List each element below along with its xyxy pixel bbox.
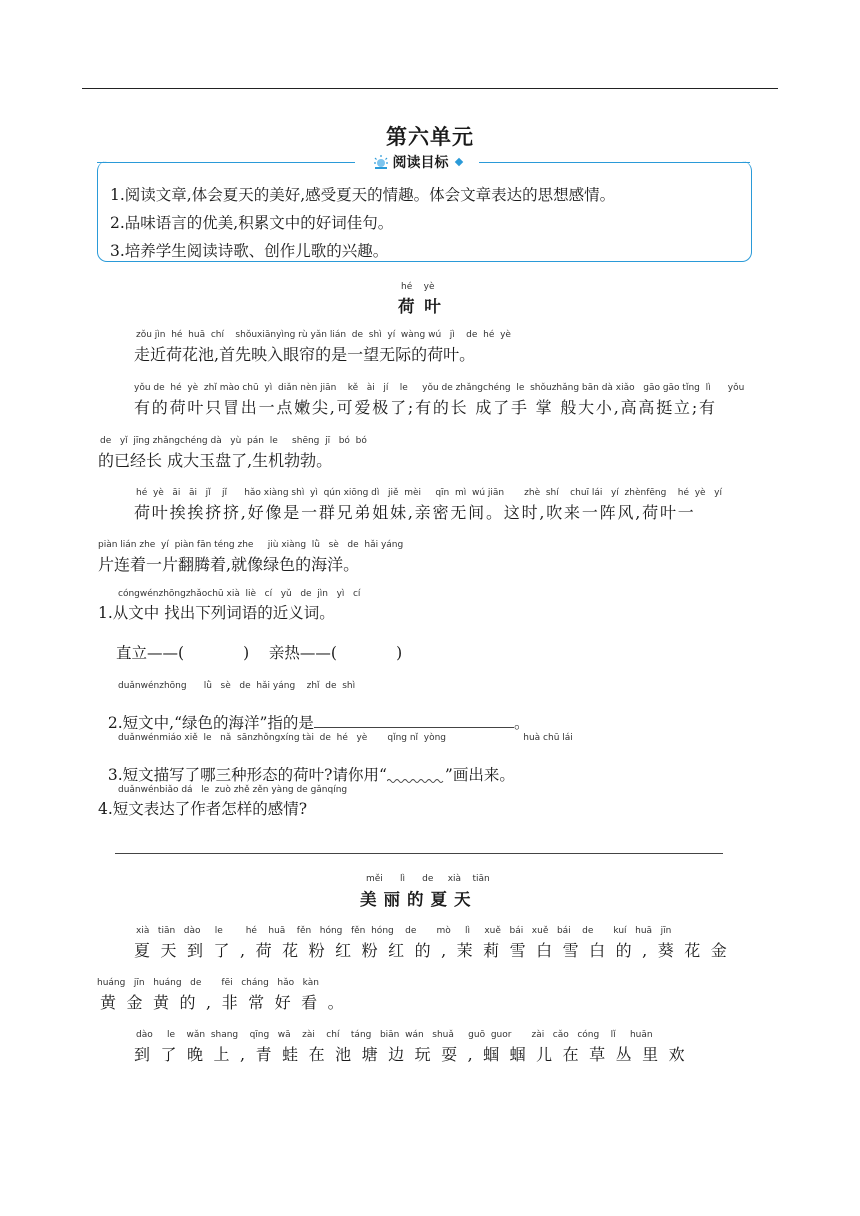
goal-item-2: 2.品味语言的优美,积累文中的好词佳句。	[110, 214, 394, 232]
question-2-text: 2.短文中,“绿色的海洋”指的是	[107, 714, 314, 732]
passage2-title: 美丽的夏天	[360, 890, 478, 909]
answer-blank[interactable]	[314, 727, 514, 728]
question-1: 1.从文中 找出下列词语的近义词。	[98, 604, 335, 622]
pinyin-line: dào le wǎn shang qīng wā zài chí táng biān wán shuǎ guō guor zài cǎo cóng lǐ huān	[136, 1030, 653, 1040]
passage2-title-pinyin: měi lì de xià tiān	[366, 874, 490, 884]
passage-line: 走近荷花池,首先映入眼帘的是一望无际的荷叶。	[134, 345, 476, 364]
passage-line: 的已经长 成大玉盘了,生机勃勃。	[98, 451, 333, 470]
goal-item-1: 1.阅读文章,体会夏天的美好,感受夏天的情趣。体会文章表达的思想感情。	[110, 186, 616, 204]
question-3-text: 3.短文描写了哪三种形态的荷叶?请你用“	[107, 766, 387, 784]
passage-line: 黄金黄的,非常好看。	[100, 993, 355, 1012]
pinyin-line: hé yè āi āi jǐ jǐ hǎo xiàng shì yì qún xiōng dì jiě mèi qīn mì wú jiān zhè shí chuī lái yí zhènfēng hé yè yí	[136, 488, 723, 498]
wavy-underline-icon	[387, 777, 445, 785]
pinyin-line: huáng jīn huáng de fēi cháng hǎo kàn	[97, 978, 319, 988]
passage-line: 夏天到了,荷花粉红粉红的,茉莉雪白雪白的,葵花金	[134, 941, 738, 960]
passage1-title: 荷 叶	[398, 297, 443, 316]
pinyin-line: yǒu de hé yè zhǐ mào chū yì diǎn nèn jiān kě ài jí le yǒu de zhǎngchéng le shǒuzhǎng bān dà xiǎo gāo gāo tǐng lì yǒu	[134, 383, 745, 393]
question-1-blanks: 直立——( ) 亲热——( )	[116, 644, 403, 662]
diamond-icon	[454, 158, 462, 166]
reading-goals-title: 阅读目标	[392, 155, 449, 171]
passage-line: 到了晚上,青蛙在池塘边玩耍,蝈蝈儿在草丛里欢	[134, 1045, 696, 1064]
question-pinyin: cóngwénzhōngzhǎochū xià liè cí yǔ de jìn yì cí	[118, 589, 361, 599]
question-3-tail: ”画出来。	[444, 766, 515, 784]
section-divider	[115, 853, 723, 854]
pinyin-line: xià tiān dào le hé huā fěn hóng fěn hóng de mò lì xuě bái xuě bái de kuí huā jīn	[136, 926, 672, 936]
pinyin-line: zǒu jìn hé huā chí shǒuxiānyìng rù yǎn lián de shì yí wàng wú jì de hé yè	[136, 330, 511, 340]
goal-item-3: 3.培养学生阅读诗歌、创作儿歌的兴趣。	[110, 242, 389, 260]
sun-icon	[373, 154, 389, 170]
top-rule	[82, 88, 778, 89]
question-pinyin: duǎnwénzhōng lǜ sè de hǎi yáng zhǐ de shì	[118, 681, 356, 691]
question-pinyin: duǎnwénmiáo xiě le nǎ sānzhǒngxíng tài de hé yè qǐng nǐ yòng huà chū lái	[118, 733, 573, 743]
unit-title: 第六单元	[386, 124, 474, 149]
question-pinyin: duǎnwénbiǎo dá le zuò zhě zěn yàng de gǎnqíng	[118, 785, 348, 795]
question-2	[98, 693, 529, 733]
passage-line: 荷叶挨挨挤挤,好像是一群兄弟姐妹,亲密无间。这时,吹来一阵风,荷叶一	[134, 503, 696, 522]
question-4: 4.短文表达了作者怎样的感情?	[98, 800, 308, 818]
reading-goals-label	[355, 150, 479, 174]
passage-line: 有的荷叶只冒出一点嫩尖,可爱极了;有的长 成了手 掌 般大小,高高挺立;有	[134, 398, 717, 417]
pinyin-line: de yǐ jīng zhǎngchéng dà yù pán le shēng jī bó bó	[100, 436, 367, 446]
passage-line: 片连着一片翻腾着,就像绿色的海洋。	[98, 555, 360, 574]
question-2-tail: 。	[513, 714, 530, 732]
pinyin-line: piàn lián zhe yí piàn fān téng zhe jiù xiàng lǜ sè de hǎi yáng	[98, 540, 404, 550]
passage1-title-pinyin: hé yè	[401, 282, 435, 292]
question-3	[98, 745, 515, 785]
